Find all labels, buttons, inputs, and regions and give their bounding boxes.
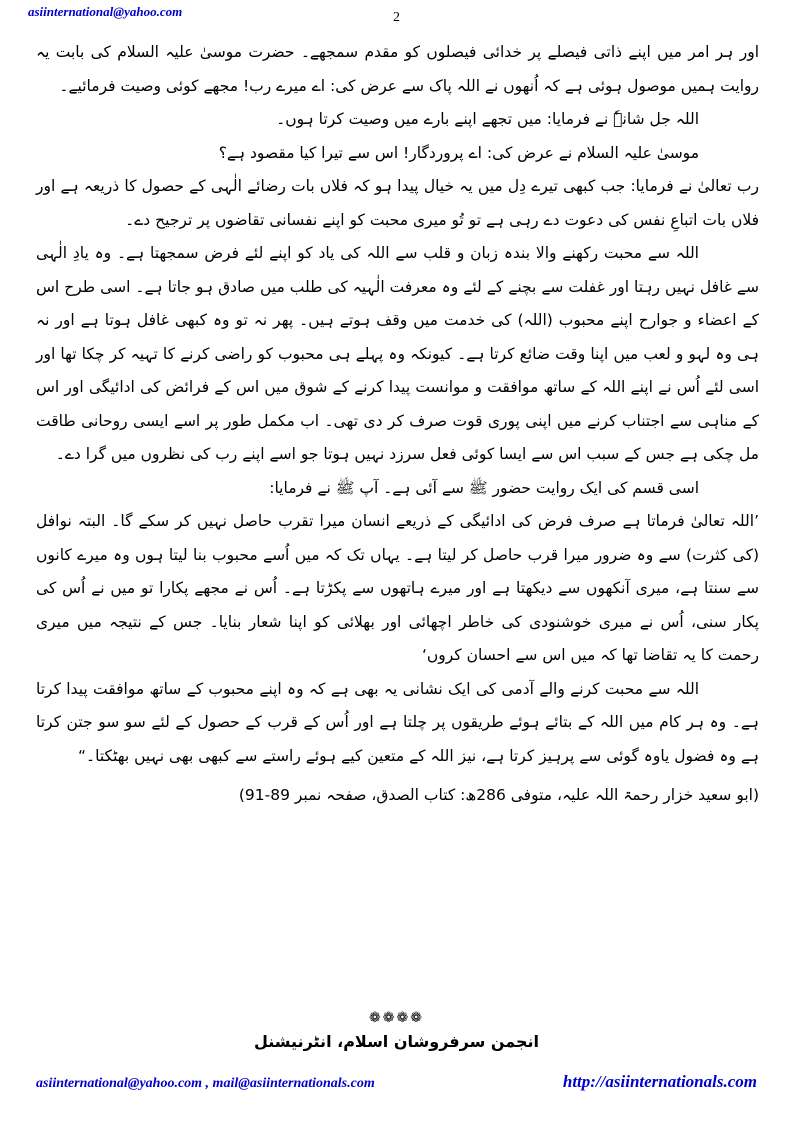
organization-name: انجمن سرفروشان اسلام، انٹرنیشنل xyxy=(253,1032,540,1051)
header-email[interactable]: asiinternational@yahoo.com xyxy=(28,4,183,19)
paragraph-7: اللہ سے محبت کرنے والے آدمی کی ایک نشانی یہ بھی ہے کہ وہ اپنے محبوب کے ساتھ موافقت پیدا کرتا ہے۔ وہ ہر کام میں اللہ کے بتائے ہوئے طریقوں پر چلتا ہے اور اُس کے قرب کے حصول کے لئے سو سو جتن کرتا ہے وہ فضول یاوہ گوئی سے پرہیز کرتا ہے، نیز اللہ کے متعین کیے ہوئے راستے سے کبھی بھی نہیں بھٹکتا۔“ xyxy=(36,679,759,765)
paragraph-3: موسیٰ علیہ السلام نے عرض کی: اے پروردگار! اس سے تیرا کیا مقصود ہے؟ xyxy=(218,143,699,162)
paragraph-5: اللہ سے محبت رکھنے والا بندہ زبان و قلب سے اللہ کی یاد کو اپنے لئے فرض سمجھتا ہے۔ وہ یادِ الٰہی سے غافل نہیں رہتا اور غفلت سے بچنے کے لئے وہ معرفت الٰہیہ کی طلب میں صادق ہو جاتا ہے۔ اسی طرح اس کے اعضاء و جوارح اپنے محبوب (اللہ) کی خدمت میں وقف ہوتے ہیں۔ پھر نہ تو وہ کبھی غافل ہوتا ہے اور نہ ہی وہ لہو و لعب میں اپنا وقت ضائع کرتا ہے۔ کیونکہ وہ پہلے ہی محبوب کو راضی کرنے کا تہیہ کر چکا تھا اور اسی لئے اُس نے اپنے اللہ کے ساتھ موافقت و موانست پیدا کرنے کے شوق میں اس کے فرائض کی ادائیگی اور اس کے مناہی سے اجتناب کرنے میں اپنی پوری قوت صرف کر دی تھی۔ اب مکمل طور پر اسے ایسی روحانی طاقت مل چکی ہے جس کے سبب اس سے ایسا کوئی فعل سرزد نہیں ہوتا جو اسے اپنے رب کی نظروں میں گرا دے۔ xyxy=(36,244,759,463)
reference-citation: (ابو سعید خزار رحمۃ اللہ علیہ، متوفی 286ھ: کتاب الصدق، صفحہ نمبر 89-91) xyxy=(238,786,759,804)
paragraph-2: اللہ جل شانہٗ نے فرمایا: میں تجھے اپنے بارے میں وصیت کرتا ہوں۔ xyxy=(276,110,699,128)
paragraph-1: اور ہر امر میں اپنے ذاتی فیصلے پر خدائی فیصلوں کو مقدم سمجھے۔ حضرت موسیٰ علیہ السلام کی بابت یہ روایت ہمیں موصول ہوئی ہے کہ اُنھوں نے اللہ پاک سے عرض کی: اے میرے رب! مجھے کوئی وصیت فرمائیے۔ xyxy=(36,43,759,95)
article-body xyxy=(36,36,759,813)
hadith-quote: ’اللہ تعالیٰ فرماتا ہے صرف فرض کی ادائیگی کے ذریعے انسان میرا تقرب حاصل نہیں کر سکے گا۔ البتہ نوافل (کی کثرت) سے وہ ضرور میرا قرب حاصل کر لیتا ہے۔ یہاں تک کہ میں اُسے محبوب بنا لیتا ہوں وہ میرے کانوں سے سنتا ہے، میری آنکھوں سے دیکھتا ہے اور میرے ہاتھوں سے پکڑتا ہے۔ اُس نے مجھے پکارا تو میں نے اُس کی پکار سنی، اُس نے میری خوشنودی کی خاطر اچھائی اور بھلائی کو اپنا شعار بنایا۔ جس کے نتیجہ میں میری رحمت کا یہ تقاضا تھا کہ میں اس سے احسان کروں‘ xyxy=(36,512,759,664)
decorative-stars: ❁❁❁❁ xyxy=(369,1010,424,1026)
footer-emails[interactable]: asiinternational@yahoo.com , mail@asiinternationals.com xyxy=(36,1076,375,1091)
paragraph-6: اسی قسم کی ایک روایت حضور ﷺ سے آئی ہے۔ آپ ﷺ نے فرمایا: xyxy=(269,478,699,497)
footer-website-link[interactable]: http://asiinternationals.com xyxy=(562,1072,757,1091)
paragraph-4: رب تعالیٰ نے فرمایا: جب کبھی تیرے دِل میں یہ خیال پیدا ہو کہ فلاں بات رضائے الٰہی کے حصول کا ذریعہ ہے اور فلاں بات اتباعِ نفس کی دعوت دے رہی ہے تو تُو میری محبت کو اپنے نفسانی تقاضوں پر ترجیح دے۔ xyxy=(36,177,759,229)
page-number: 2 xyxy=(393,10,400,25)
